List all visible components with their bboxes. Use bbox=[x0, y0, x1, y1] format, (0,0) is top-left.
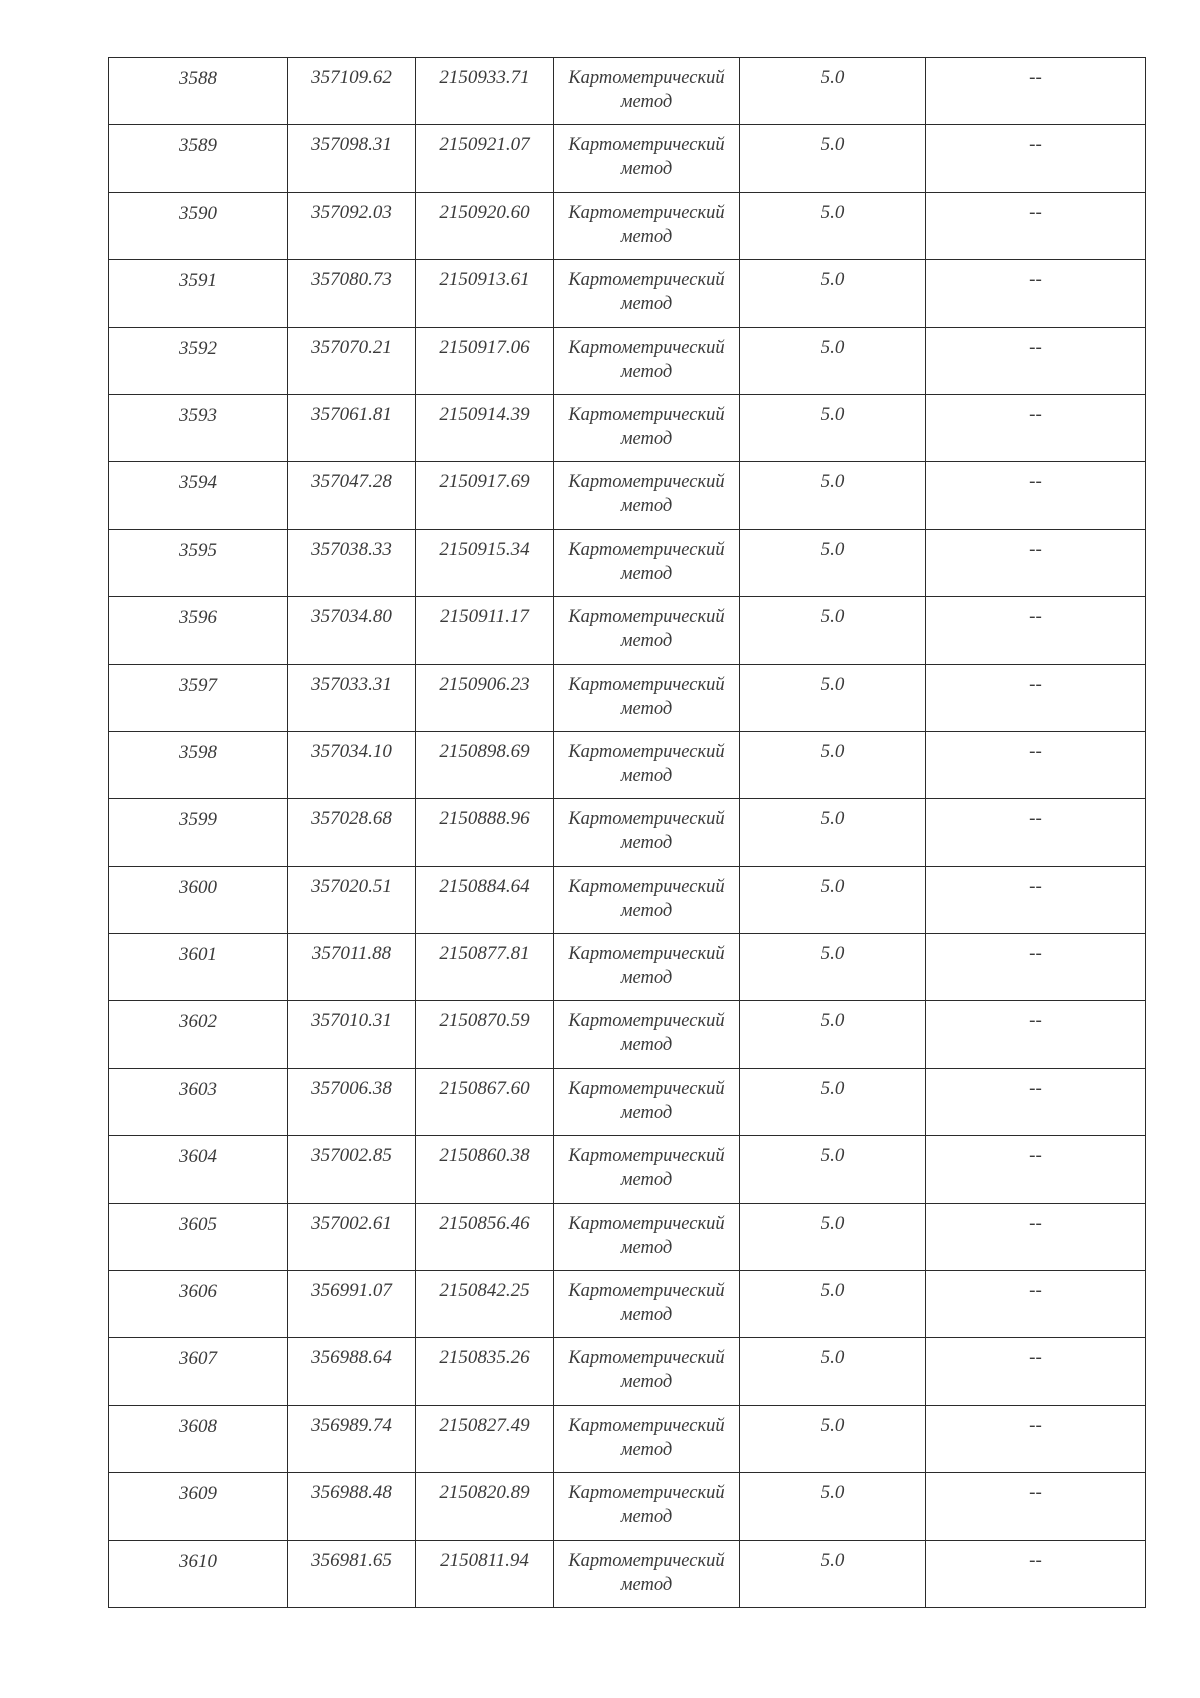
accuracy-cell: 5.0 bbox=[740, 1540, 926, 1607]
accuracy-cell: 5.0 bbox=[740, 529, 926, 596]
accuracy-cell: 5.0 bbox=[740, 664, 926, 731]
note-cell: -- bbox=[926, 1338, 1146, 1405]
coordinate-x-cell: 357109.62 bbox=[288, 58, 416, 125]
determination-method-cell: Картометрический метод bbox=[554, 1271, 740, 1338]
table-row bbox=[109, 731, 1146, 798]
coordinate-y-cell: 2150820.89 bbox=[416, 1473, 554, 1540]
table-row bbox=[109, 1001, 1146, 1068]
coordinate-y-cell: 2150917.69 bbox=[416, 462, 554, 529]
coordinate-x-cell: 356988.48 bbox=[288, 1473, 416, 1540]
coordinate-y-cell: 2150911.17 bbox=[416, 597, 554, 664]
accuracy-cell: 5.0 bbox=[740, 1136, 926, 1203]
point-number-cell: 3594 bbox=[109, 462, 288, 529]
point-number-cell: 3602 bbox=[109, 1001, 288, 1068]
note-cell: -- bbox=[926, 799, 1146, 866]
determination-method-cell: Картометрический метод bbox=[554, 1203, 740, 1270]
note-cell: -- bbox=[926, 934, 1146, 1001]
determination-method-cell: Картометрический метод bbox=[554, 597, 740, 664]
table-row bbox=[109, 1203, 1146, 1270]
note-cell: -- bbox=[926, 192, 1146, 259]
coordinates-table bbox=[108, 57, 1146, 1608]
coordinate-x-cell: 357092.03 bbox=[288, 192, 416, 259]
coordinate-x-cell: 356988.64 bbox=[288, 1338, 416, 1405]
accuracy-cell: 5.0 bbox=[740, 866, 926, 933]
point-number-cell: 3597 bbox=[109, 664, 288, 731]
accuracy-cell: 5.0 bbox=[740, 1001, 926, 1068]
point-number-cell: 3607 bbox=[109, 1338, 288, 1405]
coordinates-table-body bbox=[109, 58, 1146, 1608]
point-number-cell: 3591 bbox=[109, 260, 288, 327]
accuracy-cell: 5.0 bbox=[740, 1473, 926, 1540]
point-number-cell: 3588 bbox=[109, 58, 288, 125]
note-cell: -- bbox=[926, 1203, 1146, 1270]
determination-method-cell: Картометрический метод bbox=[554, 799, 740, 866]
accuracy-cell: 5.0 bbox=[740, 1203, 926, 1270]
note-cell: -- bbox=[926, 327, 1146, 394]
accuracy-cell: 5.0 bbox=[740, 125, 926, 192]
note-cell: -- bbox=[926, 1068, 1146, 1135]
note-cell: -- bbox=[926, 58, 1146, 125]
point-number-cell: 3599 bbox=[109, 799, 288, 866]
coordinate-x-cell: 356991.07 bbox=[288, 1271, 416, 1338]
table-row bbox=[109, 1271, 1146, 1338]
accuracy-cell: 5.0 bbox=[740, 731, 926, 798]
point-number-cell: 3600 bbox=[109, 866, 288, 933]
coordinate-x-cell: 356981.65 bbox=[288, 1540, 416, 1607]
note-cell: -- bbox=[926, 394, 1146, 461]
determination-method-cell: Картометрический метод bbox=[554, 934, 740, 1001]
note-cell: -- bbox=[926, 1271, 1146, 1338]
determination-method-cell: Картометрический метод bbox=[554, 1001, 740, 1068]
note-cell: -- bbox=[926, 1405, 1146, 1472]
coordinate-x-cell: 357002.85 bbox=[288, 1136, 416, 1203]
coordinate-x-cell: 357002.61 bbox=[288, 1203, 416, 1270]
coordinate-x-cell: 357061.81 bbox=[288, 394, 416, 461]
table-row bbox=[109, 597, 1146, 664]
coordinate-x-cell: 357070.21 bbox=[288, 327, 416, 394]
determination-method-cell: Картометрический метод bbox=[554, 1338, 740, 1405]
note-cell: -- bbox=[926, 597, 1146, 664]
accuracy-cell: 5.0 bbox=[740, 934, 926, 1001]
coordinate-x-cell: 357047.28 bbox=[288, 462, 416, 529]
coordinate-x-cell: 357028.68 bbox=[288, 799, 416, 866]
table-row bbox=[109, 799, 1146, 866]
note-cell: -- bbox=[926, 1136, 1146, 1203]
coordinate-x-cell: 357098.31 bbox=[288, 125, 416, 192]
point-number-cell: 3593 bbox=[109, 394, 288, 461]
coordinate-y-cell: 2150921.07 bbox=[416, 125, 554, 192]
note-cell: -- bbox=[926, 866, 1146, 933]
note-cell: -- bbox=[926, 664, 1146, 731]
coordinate-x-cell: 357011.88 bbox=[288, 934, 416, 1001]
coordinate-y-cell: 2150867.60 bbox=[416, 1068, 554, 1135]
coordinate-x-cell: 356989.74 bbox=[288, 1405, 416, 1472]
table-row bbox=[109, 462, 1146, 529]
table-row bbox=[109, 1136, 1146, 1203]
table-row bbox=[109, 394, 1146, 461]
determination-method-cell: Картометрический метод bbox=[554, 1473, 740, 1540]
point-number-cell: 3592 bbox=[109, 327, 288, 394]
point-number-cell: 3590 bbox=[109, 192, 288, 259]
point-number-cell: 3598 bbox=[109, 731, 288, 798]
note-cell: -- bbox=[926, 529, 1146, 596]
accuracy-cell: 5.0 bbox=[740, 799, 926, 866]
point-number-cell: 3596 bbox=[109, 597, 288, 664]
coordinate-y-cell: 2150835.26 bbox=[416, 1338, 554, 1405]
note-cell: -- bbox=[926, 260, 1146, 327]
table-row bbox=[109, 260, 1146, 327]
table-row bbox=[109, 529, 1146, 596]
note-cell: -- bbox=[926, 1473, 1146, 1540]
determination-method-cell: Картометрический метод bbox=[554, 394, 740, 461]
determination-method-cell: Картометрический метод bbox=[554, 1068, 740, 1135]
table-row bbox=[109, 125, 1146, 192]
point-number-cell: 3610 bbox=[109, 1540, 288, 1607]
accuracy-cell: 5.0 bbox=[740, 327, 926, 394]
coordinate-y-cell: 2150870.59 bbox=[416, 1001, 554, 1068]
coordinate-y-cell: 2150827.49 bbox=[416, 1405, 554, 1472]
determination-method-cell: Картометрический метод bbox=[554, 260, 740, 327]
coordinate-x-cell: 357034.80 bbox=[288, 597, 416, 664]
coordinate-y-cell: 2150920.60 bbox=[416, 192, 554, 259]
point-number-cell: 3606 bbox=[109, 1271, 288, 1338]
coordinate-y-cell: 2150898.69 bbox=[416, 731, 554, 798]
table-row bbox=[109, 866, 1146, 933]
table-row bbox=[109, 1338, 1146, 1405]
determination-method-cell: Картометрический метод bbox=[554, 1405, 740, 1472]
coordinate-y-cell: 2150913.61 bbox=[416, 260, 554, 327]
table-row bbox=[109, 327, 1146, 394]
point-number-cell: 3595 bbox=[109, 529, 288, 596]
determination-method-cell: Картометрический метод bbox=[554, 125, 740, 192]
coordinate-y-cell: 2150888.96 bbox=[416, 799, 554, 866]
point-number-cell: 3589 bbox=[109, 125, 288, 192]
note-cell: -- bbox=[926, 125, 1146, 192]
accuracy-cell: 5.0 bbox=[740, 1271, 926, 1338]
table-row bbox=[109, 1473, 1146, 1540]
table-row bbox=[109, 1540, 1146, 1607]
determination-method-cell: Картометрический метод bbox=[554, 529, 740, 596]
accuracy-cell: 5.0 bbox=[740, 1338, 926, 1405]
coordinate-y-cell: 2150811.94 bbox=[416, 1540, 554, 1607]
point-number-cell: 3609 bbox=[109, 1473, 288, 1540]
accuracy-cell: 5.0 bbox=[740, 394, 926, 461]
table-row bbox=[109, 1068, 1146, 1135]
accuracy-cell: 5.0 bbox=[740, 260, 926, 327]
determination-method-cell: Картометрический метод bbox=[554, 58, 740, 125]
coordinate-x-cell: 357080.73 bbox=[288, 260, 416, 327]
accuracy-cell: 5.0 bbox=[740, 1405, 926, 1472]
accuracy-cell: 5.0 bbox=[740, 192, 926, 259]
coordinate-x-cell: 357038.33 bbox=[288, 529, 416, 596]
note-cell: -- bbox=[926, 1540, 1146, 1607]
table-row bbox=[109, 58, 1146, 125]
coordinate-x-cell: 357033.31 bbox=[288, 664, 416, 731]
determination-method-cell: Картометрический метод bbox=[554, 192, 740, 259]
coordinate-x-cell: 357006.38 bbox=[288, 1068, 416, 1135]
note-cell: -- bbox=[926, 462, 1146, 529]
determination-method-cell: Картометрический метод bbox=[554, 1136, 740, 1203]
accuracy-cell: 5.0 bbox=[740, 1068, 926, 1135]
coordinate-y-cell: 2150856.46 bbox=[416, 1203, 554, 1270]
coordinate-y-cell: 2150914.39 bbox=[416, 394, 554, 461]
table-row bbox=[109, 1405, 1146, 1472]
coordinate-y-cell: 2150933.71 bbox=[416, 58, 554, 125]
coordinate-y-cell: 2150884.64 bbox=[416, 866, 554, 933]
coordinate-y-cell: 2150877.81 bbox=[416, 934, 554, 1001]
point-number-cell: 3608 bbox=[109, 1405, 288, 1472]
coordinate-x-cell: 357010.31 bbox=[288, 1001, 416, 1068]
coordinate-y-cell: 2150860.38 bbox=[416, 1136, 554, 1203]
point-number-cell: 3603 bbox=[109, 1068, 288, 1135]
coordinate-y-cell: 2150842.25 bbox=[416, 1271, 554, 1338]
accuracy-cell: 5.0 bbox=[740, 462, 926, 529]
coordinate-y-cell: 2150906.23 bbox=[416, 664, 554, 731]
coordinate-y-cell: 2150917.06 bbox=[416, 327, 554, 394]
accuracy-cell: 5.0 bbox=[740, 58, 926, 125]
determination-method-cell: Картометрический метод bbox=[554, 327, 740, 394]
coordinate-x-cell: 357034.10 bbox=[288, 731, 416, 798]
table-row bbox=[109, 934, 1146, 1001]
determination-method-cell: Картометрический метод bbox=[554, 462, 740, 529]
point-number-cell: 3601 bbox=[109, 934, 288, 1001]
determination-method-cell: Картометрический метод bbox=[554, 1540, 740, 1607]
determination-method-cell: Картометрический метод bbox=[554, 664, 740, 731]
point-number-cell: 3605 bbox=[109, 1203, 288, 1270]
note-cell: -- bbox=[926, 1001, 1146, 1068]
table-row bbox=[109, 192, 1146, 259]
table-row bbox=[109, 664, 1146, 731]
coordinate-y-cell: 2150915.34 bbox=[416, 529, 554, 596]
accuracy-cell: 5.0 bbox=[740, 597, 926, 664]
determination-method-cell: Картометрический метод bbox=[554, 731, 740, 798]
determination-method-cell: Картометрический метод bbox=[554, 866, 740, 933]
point-number-cell: 3604 bbox=[109, 1136, 288, 1203]
note-cell: -- bbox=[926, 731, 1146, 798]
coordinate-x-cell: 357020.51 bbox=[288, 866, 416, 933]
